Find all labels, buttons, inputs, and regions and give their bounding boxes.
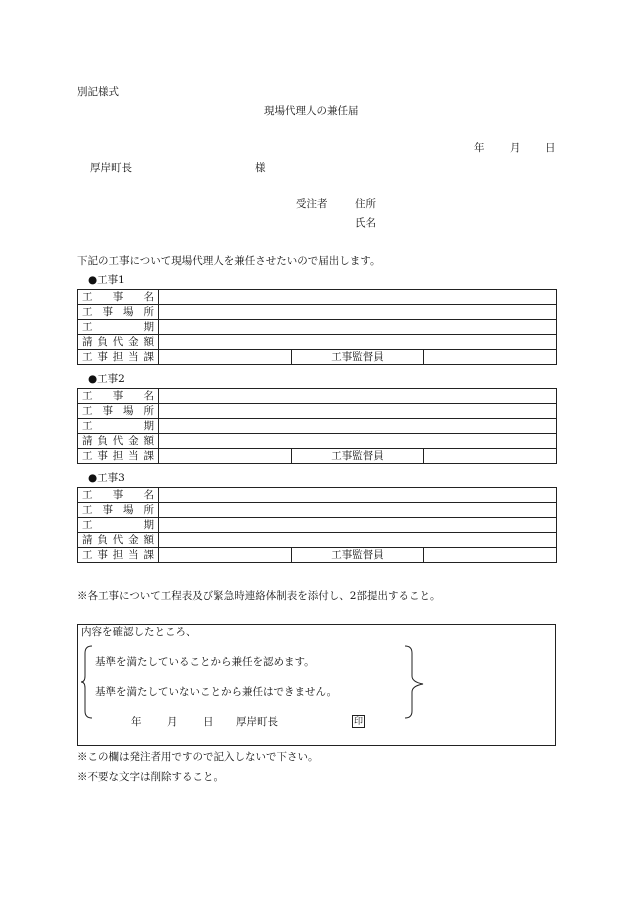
period-label: 工 期 (78, 320, 159, 335)
work-name-field[interactable] (159, 488, 557, 503)
date-day-label: 日 (545, 142, 556, 154)
supervisor-field[interactable] (424, 548, 557, 563)
section-label: 工事担当課 (78, 548, 159, 563)
table-row (78, 335, 557, 350)
section-field[interactable] (159, 350, 292, 365)
table-row (78, 488, 557, 503)
table-row (78, 290, 557, 305)
table-row (78, 503, 557, 518)
work-site-field[interactable] (159, 404, 557, 419)
office-use-box (77, 624, 556, 746)
section-label: 工事担当課 (78, 350, 159, 365)
table-row (78, 350, 557, 365)
date-year-label: 年 (474, 142, 485, 154)
supervisor-label: 工事監督員 (291, 548, 424, 563)
delete-note: ※不要な文字は削除すること。 (77, 771, 224, 783)
work-name-field[interactable] (159, 389, 557, 404)
address-label: 住所 (355, 198, 376, 210)
work-table (77, 289, 557, 365)
period-label: 工 期 (78, 419, 159, 434)
page-title: 現場代理人の兼任届 (264, 105, 359, 117)
work-heading: ●工事1 (88, 274, 125, 286)
contract-amount-field[interactable] (159, 335, 557, 350)
work-site-label: 工事場所 (78, 305, 159, 320)
left-brace-icon (80, 645, 94, 719)
approve-option[interactable]: 基準を満たしていることから兼任を認めます。 (95, 656, 315, 668)
table-row (78, 533, 557, 548)
work-heading: ●工事2 (88, 373, 125, 385)
intro-text: 下記の工事について現場代理人を兼任させたいので届出します。 (77, 255, 381, 267)
contract-amount-label: 請負代金額 (78, 533, 159, 548)
table-row (78, 320, 557, 335)
work-site-field[interactable] (159, 305, 557, 320)
work-site-label: 工事場所 (78, 404, 159, 419)
office-use-note: ※この欄は発注者用ですので記入しないで下さい。 (77, 751, 319, 763)
work-table (77, 487, 557, 563)
table-row (78, 389, 557, 404)
work-table (77, 388, 557, 464)
deny-option[interactable]: 基準を満たしていないことから兼任はできません。 (95, 686, 338, 698)
table-row (78, 305, 557, 320)
contractor-label: 受注者 (296, 198, 328, 210)
supervisor-field[interactable] (424, 350, 557, 365)
right-brace-icon (403, 645, 425, 719)
table-row (78, 434, 557, 449)
work-site-field[interactable] (159, 503, 557, 518)
contract-amount-field[interactable] (159, 533, 557, 548)
contract-amount-field[interactable] (159, 434, 557, 449)
signer-label: 厚岸町長 (236, 716, 278, 728)
work-name-label: 工 事 名 (78, 488, 159, 503)
supervisor-field[interactable] (424, 449, 557, 464)
work-heading: ●工事3 (88, 472, 125, 484)
period-field[interactable] (159, 518, 557, 533)
addressee: 厚岸町長 (90, 162, 132, 174)
contract-amount-label: 請負代金額 (78, 335, 159, 350)
period-field[interactable] (159, 419, 557, 434)
contract-amount-label: 請負代金額 (78, 434, 159, 449)
table-row (78, 449, 557, 464)
section-field[interactable] (159, 449, 292, 464)
date-month-label: 月 (510, 142, 521, 154)
table-row (78, 419, 557, 434)
table-row (78, 404, 557, 419)
form-label: 別記様式 (77, 86, 119, 98)
confirm-text: 内容を確認したところ、 (81, 626, 197, 638)
section-label: 工事担当課 (78, 449, 159, 464)
work-name-label: 工 事 名 (78, 290, 159, 305)
section-field[interactable] (159, 548, 292, 563)
work-site-label: 工事場所 (78, 503, 159, 518)
honorific: 様 (255, 162, 266, 174)
office-date-month: 月 (167, 716, 178, 728)
work-name-field[interactable] (159, 290, 557, 305)
table-row (78, 518, 557, 533)
office-date-day: 日 (203, 716, 214, 728)
office-date-year: 年 (131, 716, 142, 728)
period-label: 工 期 (78, 518, 159, 533)
work-name-label: 工 事 名 (78, 389, 159, 404)
period-field[interactable] (159, 320, 557, 335)
seal-stamp-box: 印 (353, 717, 363, 727)
table-row (78, 548, 557, 563)
supervisor-label: 工事監督員 (291, 350, 424, 365)
attachment-note: ※各工事について工程表及び緊急時連絡体制表を添付し、2部提出すること。 (77, 590, 441, 602)
supervisor-label: 工事監督員 (291, 449, 424, 464)
name-label: 氏名 (355, 217, 376, 229)
